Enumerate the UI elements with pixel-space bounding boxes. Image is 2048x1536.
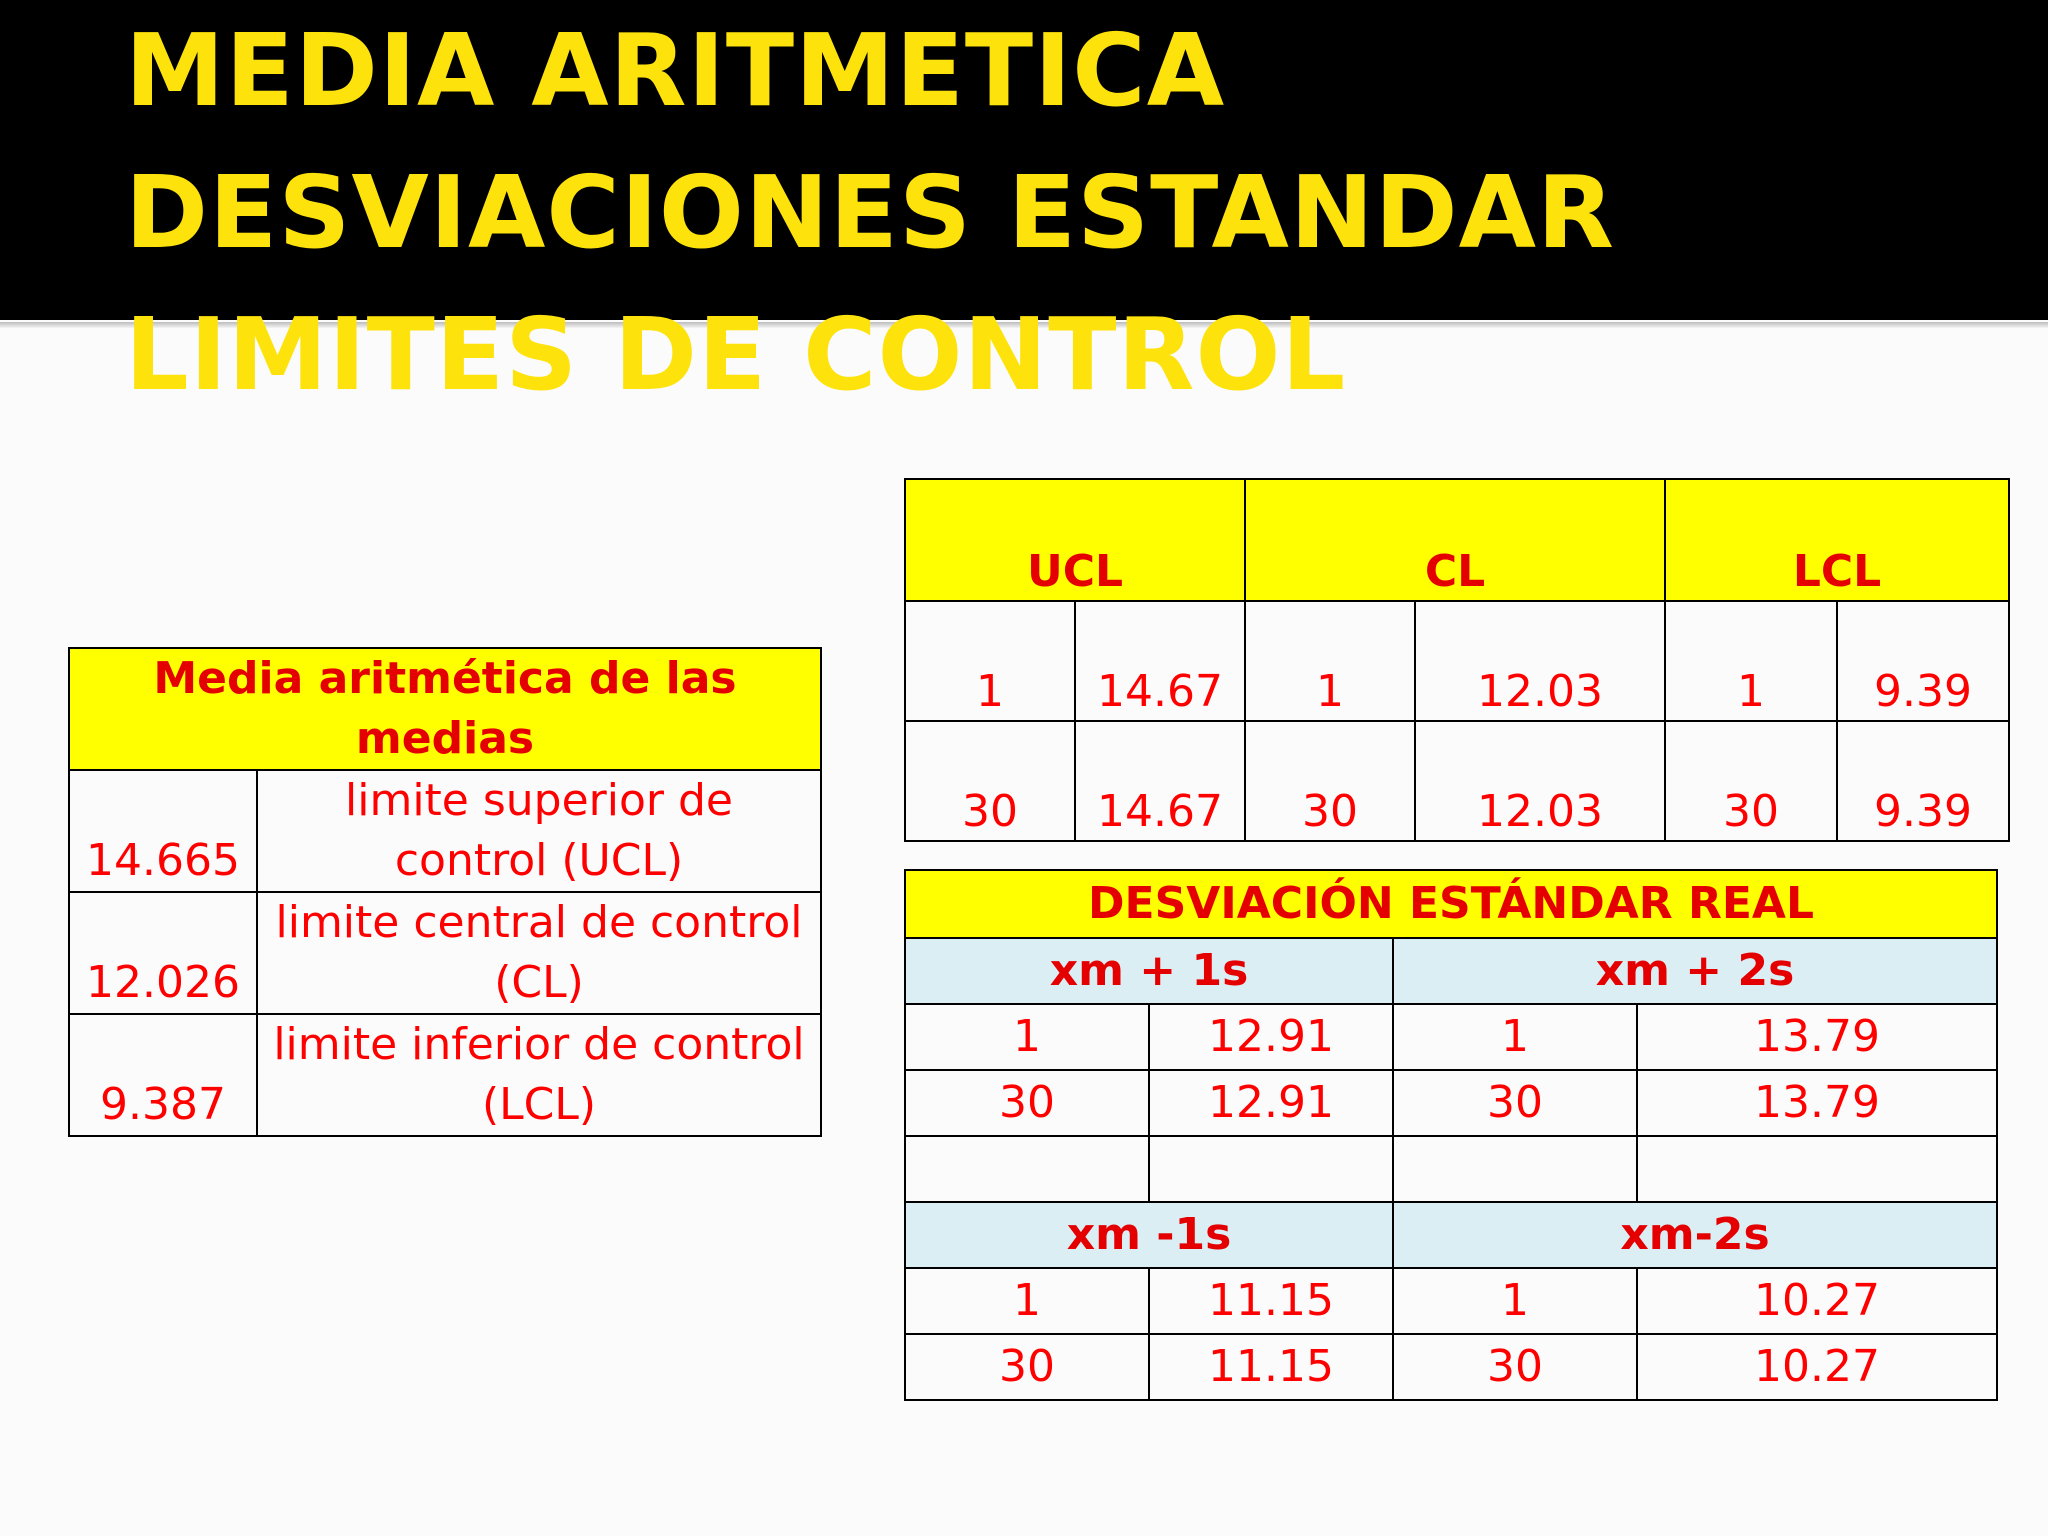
table-cell: 1: [905, 601, 1075, 721]
table-cell: 30: [1393, 1070, 1637, 1136]
table-cell: 30: [905, 1334, 1149, 1400]
std-table-header: DESVIACIÓN ESTÁNDAR REAL: [905, 870, 1997, 938]
empty-cell: [1149, 1136, 1393, 1202]
table-cell: 10.27: [1637, 1334, 1997, 1400]
ucl-label: limite superior de control (UCL): [257, 770, 821, 892]
title-line-2: DESVIACIONES ESTANDAR: [125, 154, 1616, 271]
table-cell: 11.15: [1149, 1334, 1393, 1400]
std-deviation-table: [904, 869, 1998, 1401]
table-cell: 14.67: [1075, 721, 1245, 841]
table-row: [905, 601, 2009, 721]
empty-cell: [905, 1136, 1149, 1202]
title-line-3: LIMITES DE CONTROL: [125, 296, 1347, 413]
table-cell: 1: [905, 1004, 1149, 1070]
table-cell: 14.67: [1075, 601, 1245, 721]
table-cell: 1: [1665, 601, 1837, 721]
table-row: [69, 770, 821, 892]
table-cell: 1: [1393, 1004, 1637, 1070]
table-cell: 30: [905, 1070, 1149, 1136]
table-row: [69, 892, 821, 1014]
table-cell: 13.79: [1637, 1070, 1997, 1136]
slide-title: [125, 0, 1615, 426]
means-table-header: Media aritmética de las medias: [69, 648, 821, 770]
table-cell: 1: [1245, 601, 1415, 721]
lcl-header: LCL: [1665, 479, 2009, 601]
ucl-header: UCL: [905, 479, 1245, 601]
table-cell: 1: [1393, 1268, 1637, 1334]
table-cell: 30: [905, 721, 1075, 841]
empty-row: [905, 1136, 1997, 1202]
ucl-value: 14.665: [69, 770, 257, 892]
cl-label: limite central de control (CL): [257, 892, 821, 1014]
table-cell: 12.91: [1149, 1070, 1393, 1136]
table-cell: 30: [1245, 721, 1415, 841]
table-row: [905, 1268, 1997, 1334]
cl-header: CL: [1245, 479, 1665, 601]
group-header-plus-2s: xm + 2s: [1393, 938, 1997, 1004]
table-cell: 11.15: [1149, 1268, 1393, 1334]
table-cell: 12.03: [1415, 601, 1665, 721]
table-cell: 9.39: [1837, 601, 2009, 721]
table-cell: 12.03: [1415, 721, 1665, 841]
table-cell: 12.91: [1149, 1004, 1393, 1070]
lcl-value: 9.387: [69, 1014, 257, 1136]
table-cell: 9.39: [1837, 721, 2009, 841]
table-row: [905, 1070, 1997, 1136]
empty-cell: [1393, 1136, 1637, 1202]
table-row: [905, 721, 2009, 841]
group-header-minus-1s: xm -1s: [905, 1202, 1393, 1268]
table-row: [905, 1334, 1997, 1400]
table-row: [69, 1014, 821, 1136]
table-cell: 30: [1393, 1334, 1637, 1400]
group-header-plus-1s: xm + 1s: [905, 938, 1393, 1004]
table-row: [905, 1004, 1997, 1070]
means-table: [68, 647, 822, 1137]
empty-cell: [1637, 1136, 1997, 1202]
table-cell: 10.27: [1637, 1268, 1997, 1334]
lcl-label: limite inferior de control (LCL): [257, 1014, 821, 1136]
title-line-1: MEDIA ARITMETICA: [125, 12, 1226, 129]
table-cell: 13.79: [1637, 1004, 1997, 1070]
table-cell: 1: [905, 1268, 1149, 1334]
table-cell: 30: [1665, 721, 1837, 841]
cl-value: 12.026: [69, 892, 257, 1014]
group-header-minus-2s: xm-2s: [1393, 1202, 1997, 1268]
control-limits-table: [904, 478, 2010, 842]
